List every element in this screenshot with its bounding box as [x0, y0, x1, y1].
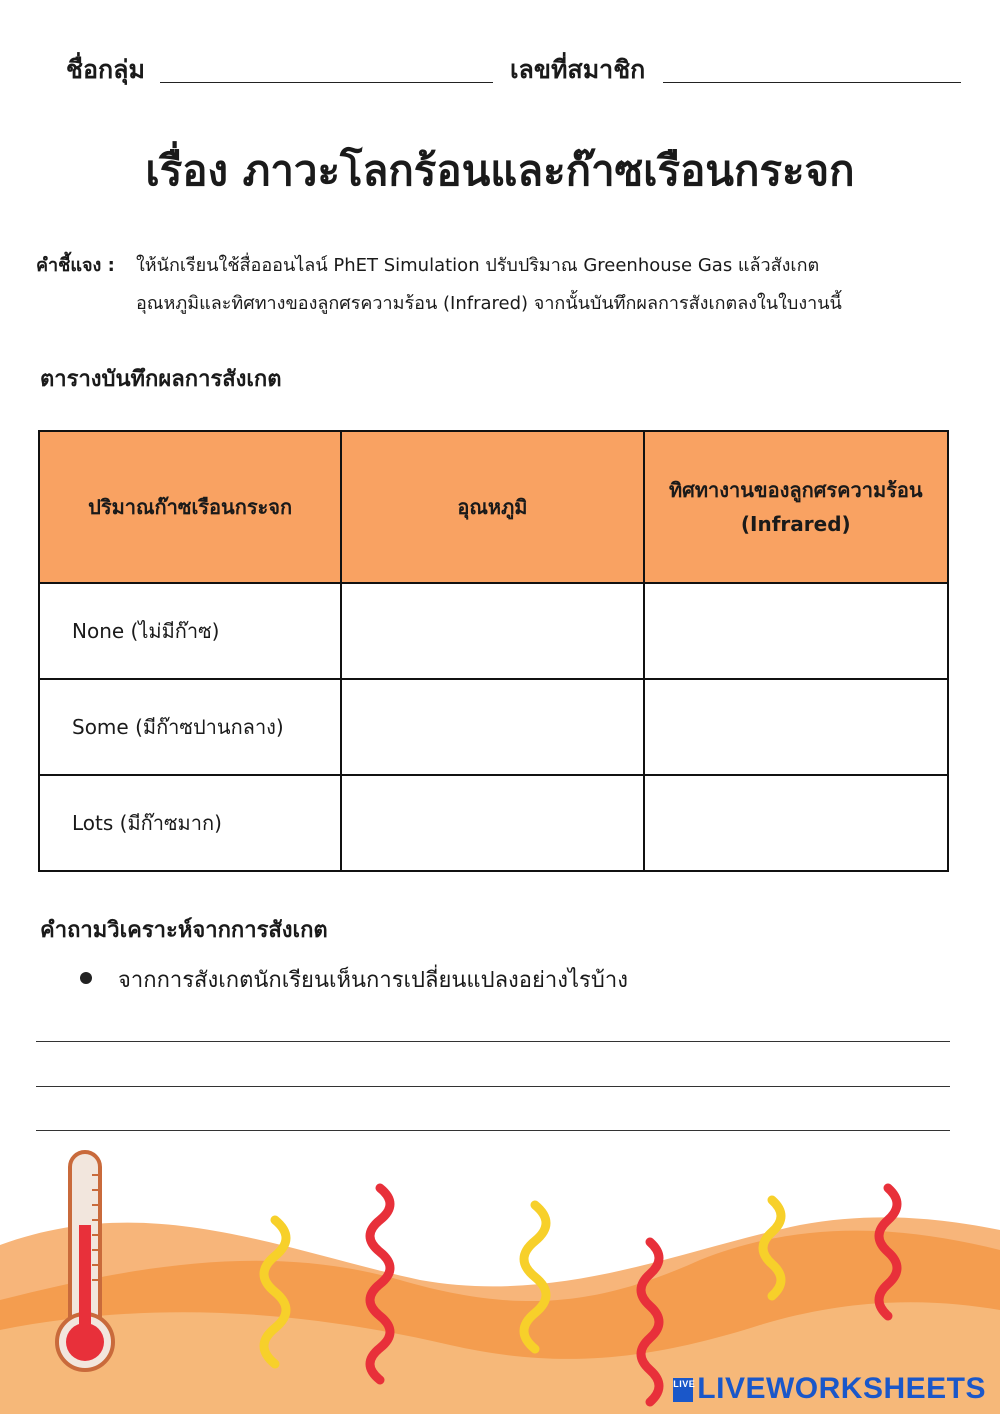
direction-cell[interactable] — [644, 775, 948, 871]
answer-line[interactable] — [36, 1086, 950, 1087]
brand-name: LIVEWORKSHEETS — [697, 1372, 986, 1405]
logo-mark-icon: LIVE — [673, 1378, 693, 1402]
bullet-icon — [80, 972, 92, 984]
table-row — [39, 679, 948, 775]
table-row — [39, 583, 948, 679]
group-name-field[interactable] — [160, 82, 493, 83]
gas-amount-cell: Some (มีก๊าซปานกลาง) — [39, 679, 341, 775]
member-number-field[interactable] — [663, 82, 961, 83]
direction-cell[interactable] — [644, 679, 948, 775]
table-header-row — [39, 431, 948, 583]
gas-amount-cell: Lots (มีก๊าซมาก) — [39, 775, 341, 871]
direction-cell[interactable] — [644, 583, 948, 679]
analysis-question: จากการสังเกตนักเรียนเห็นการเปลี่ยนแปลงอย่างไรบ้าง — [118, 968, 628, 993]
observation-table — [38, 430, 949, 872]
header-temperature: อุณหภูมิ — [341, 431, 643, 583]
answer-line[interactable] — [36, 1041, 950, 1042]
page-title: เรื่อง ภาวะโลกร้อนและก๊าซเรือนกระจก — [145, 146, 855, 195]
instructions-line-2: อุณหภูมิและทิศทางของลูกศรความร้อน (Infrared) จากนั้นบันทึกผลการสังเกตลงในใบงานนี้ — [136, 293, 842, 314]
group-name-label: ชื่อกลุ่ม — [66, 55, 145, 84]
header-gas-amount: ปริมาณก๊าซเรือนกระจก — [39, 431, 341, 583]
member-number-label: เลขที่สมาชิก — [510, 55, 646, 84]
instructions-label: คำชี้แจง : — [36, 255, 115, 276]
table-row — [39, 775, 948, 871]
temperature-cell[interactable] — [341, 775, 643, 871]
analysis-section-title: คำถามวิเคราะห์จากการสังเกต — [40, 918, 328, 943]
header-infrared-direction: ทิศทางานของลูกศรความร้อน (Infrared) — [644, 431, 948, 583]
gas-amount-cell: None (ไม่มีก๊าซ) — [39, 583, 341, 679]
table-section-title: ตารางบันทึกผลการสังเกต — [40, 367, 282, 392]
liveworksheets-logo — [673, 1372, 986, 1406]
temperature-cell[interactable] — [341, 679, 643, 775]
instructions-line-1: ให้นักเรียนใช้สื่อออนไลน์ PhET Simulation ปรับปริมาณ Greenhouse Gas แล้วสังเกต — [136, 255, 820, 276]
temperature-cell[interactable] — [341, 583, 643, 679]
